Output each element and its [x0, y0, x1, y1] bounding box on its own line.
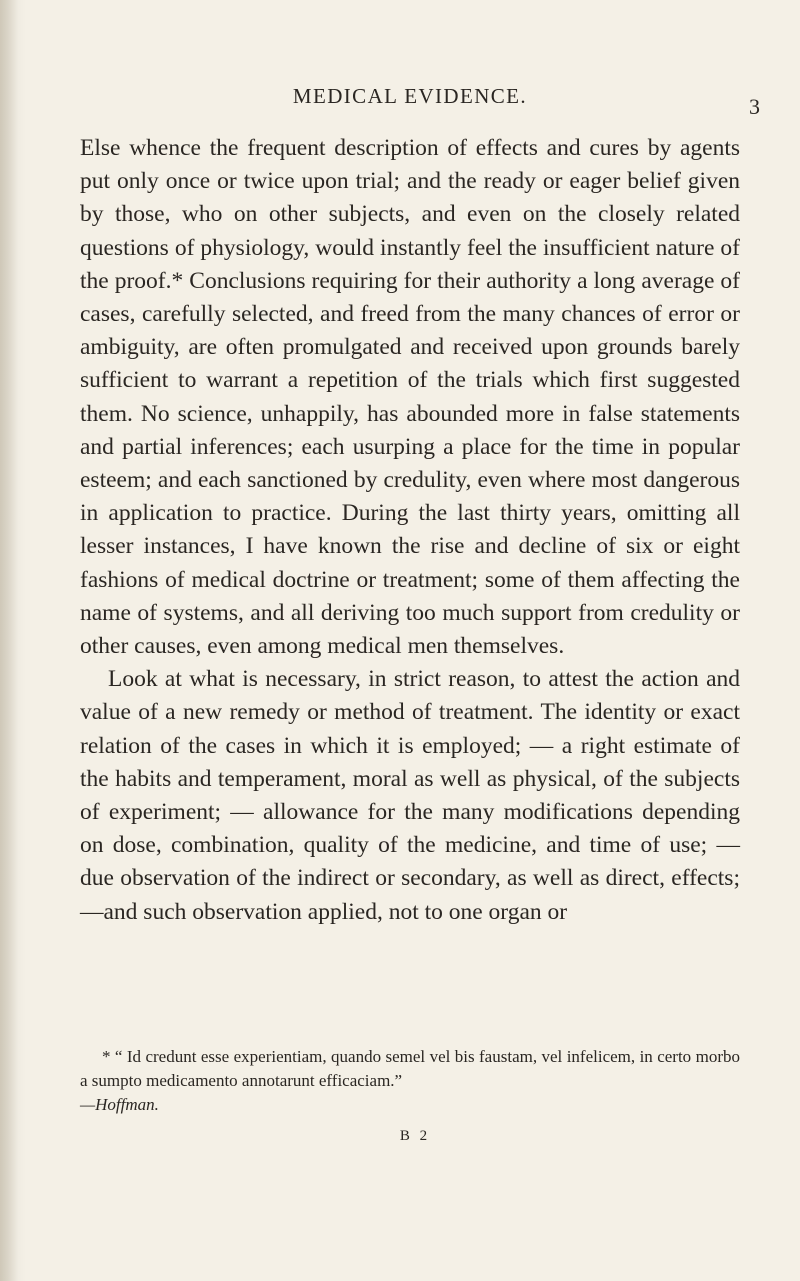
- page-number: 3: [749, 94, 760, 119]
- paragraph-1: Else whence the frequent description of effects and cures by agents put only once or twice upon trial; and the ready or eager belief given by those, who on other subjects, and even on the closely related questions of physiology, would instantly feel the insufficient nature of the proof.* Conclusions requiring for their authority a long average of cases, carefully selected, and freed from the many chances of error or ambiguity, are often promulgated and received upon grounds barely sufficient to warrant a repetition of the trials which first suggested them. No science, unhappily, has abounded more in false statements and partial inferences; each usurping a place for the time in popular esteem; and each sanctioned by credulity, even where most dangerous in application to practice. During the last thirty years, omitting all lesser instances, I have known the rise and decline of six or eight fashions of medical doctrine or treatment; some of them affecting the name of systems, and all deriving too much support from credulity or other causes, even among medical men themselves.: [80, 135, 740, 660]
- signature-mark: B 2: [399, 1128, 431, 1144]
- running-title: MEDICAL EVIDENCE.: [292, 84, 528, 108]
- body-text: [80, 132, 740, 929]
- footnote-text: * “ Id credunt esse experientiam, quando semel vel bis faustam, vel infelicem, in certo morbo a sumpto medicamento annotarunt efficaciam.”: [80, 1047, 740, 1090]
- footnote-author: —Hoffman.: [80, 1095, 159, 1114]
- paragraph-2: Look at what is necessary, in strict reason, to attest the action and value of a new remedy or method of treatment. The identity or exact relation of the cases in which it is employed; — a right estimate of the habits and temperament, moral as well as physical, of the subjects of experiment; — allowance for the many modifications depending on dose, combination, quality of the medicine, and time of use; — due observation of the indirect or secondary, as well as direct, effects; —and such observation applied, not to one organ or: [80, 666, 740, 925]
- running-head: [60, 84, 760, 119]
- binding-gutter: [0, 0, 18, 1281]
- footnote: [80, 1045, 740, 1117]
